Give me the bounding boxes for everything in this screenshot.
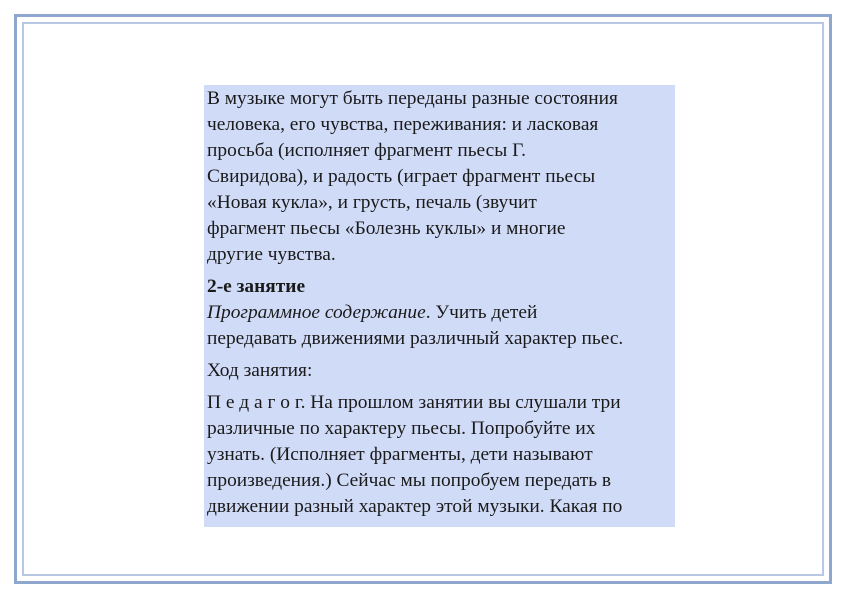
paragraph-teacher-line: произведения.) Сейчас мы попробуем передать в (207, 470, 612, 491)
lesson-course-label: Ход занятия: (207, 360, 313, 381)
paragraph-intro-line: фрагмент пьесы «Болезнь куклы» и многие (207, 218, 566, 239)
paragraph-teacher-line: различные по характеру пьесы. Попробуйте их (207, 418, 596, 439)
paragraph-intro-line: Свиридова), и радость (играет фрагмент пьесы (207, 166, 596, 187)
paragraph-teacher-line: движении разный характер этой музыки. Какая по (207, 496, 623, 517)
paragraph-intro-line: В музыке могут быть переданы разные состояния (207, 88, 618, 109)
paragraph-intro-line: просьба (исполняет фрагмент пьесы Г. (207, 140, 526, 161)
program-line-2: передавать движениями различный характер пьес. (207, 328, 624, 349)
paragraph-intro-line: «Новая кукла», и грусть, печаль (звучит (207, 192, 537, 213)
paragraph-intro-line: другие чувства. (207, 244, 336, 265)
text-block (204, 85, 675, 527)
program-label: Программное содержание (207, 302, 426, 323)
program-line (207, 300, 675, 326)
program-text: . Учить детей (425, 302, 538, 323)
section-heading: 2-е занятие (207, 276, 306, 297)
paragraph-teacher-line: П е д а г о г. На прошлом занятии вы слушали три (207, 392, 621, 413)
paragraph-intro-line: человека, его чувства, переживания: и ласковая (207, 114, 599, 135)
paragraph-teacher-line: узнать. (Исполняет фрагменты, дети называют (207, 444, 593, 465)
